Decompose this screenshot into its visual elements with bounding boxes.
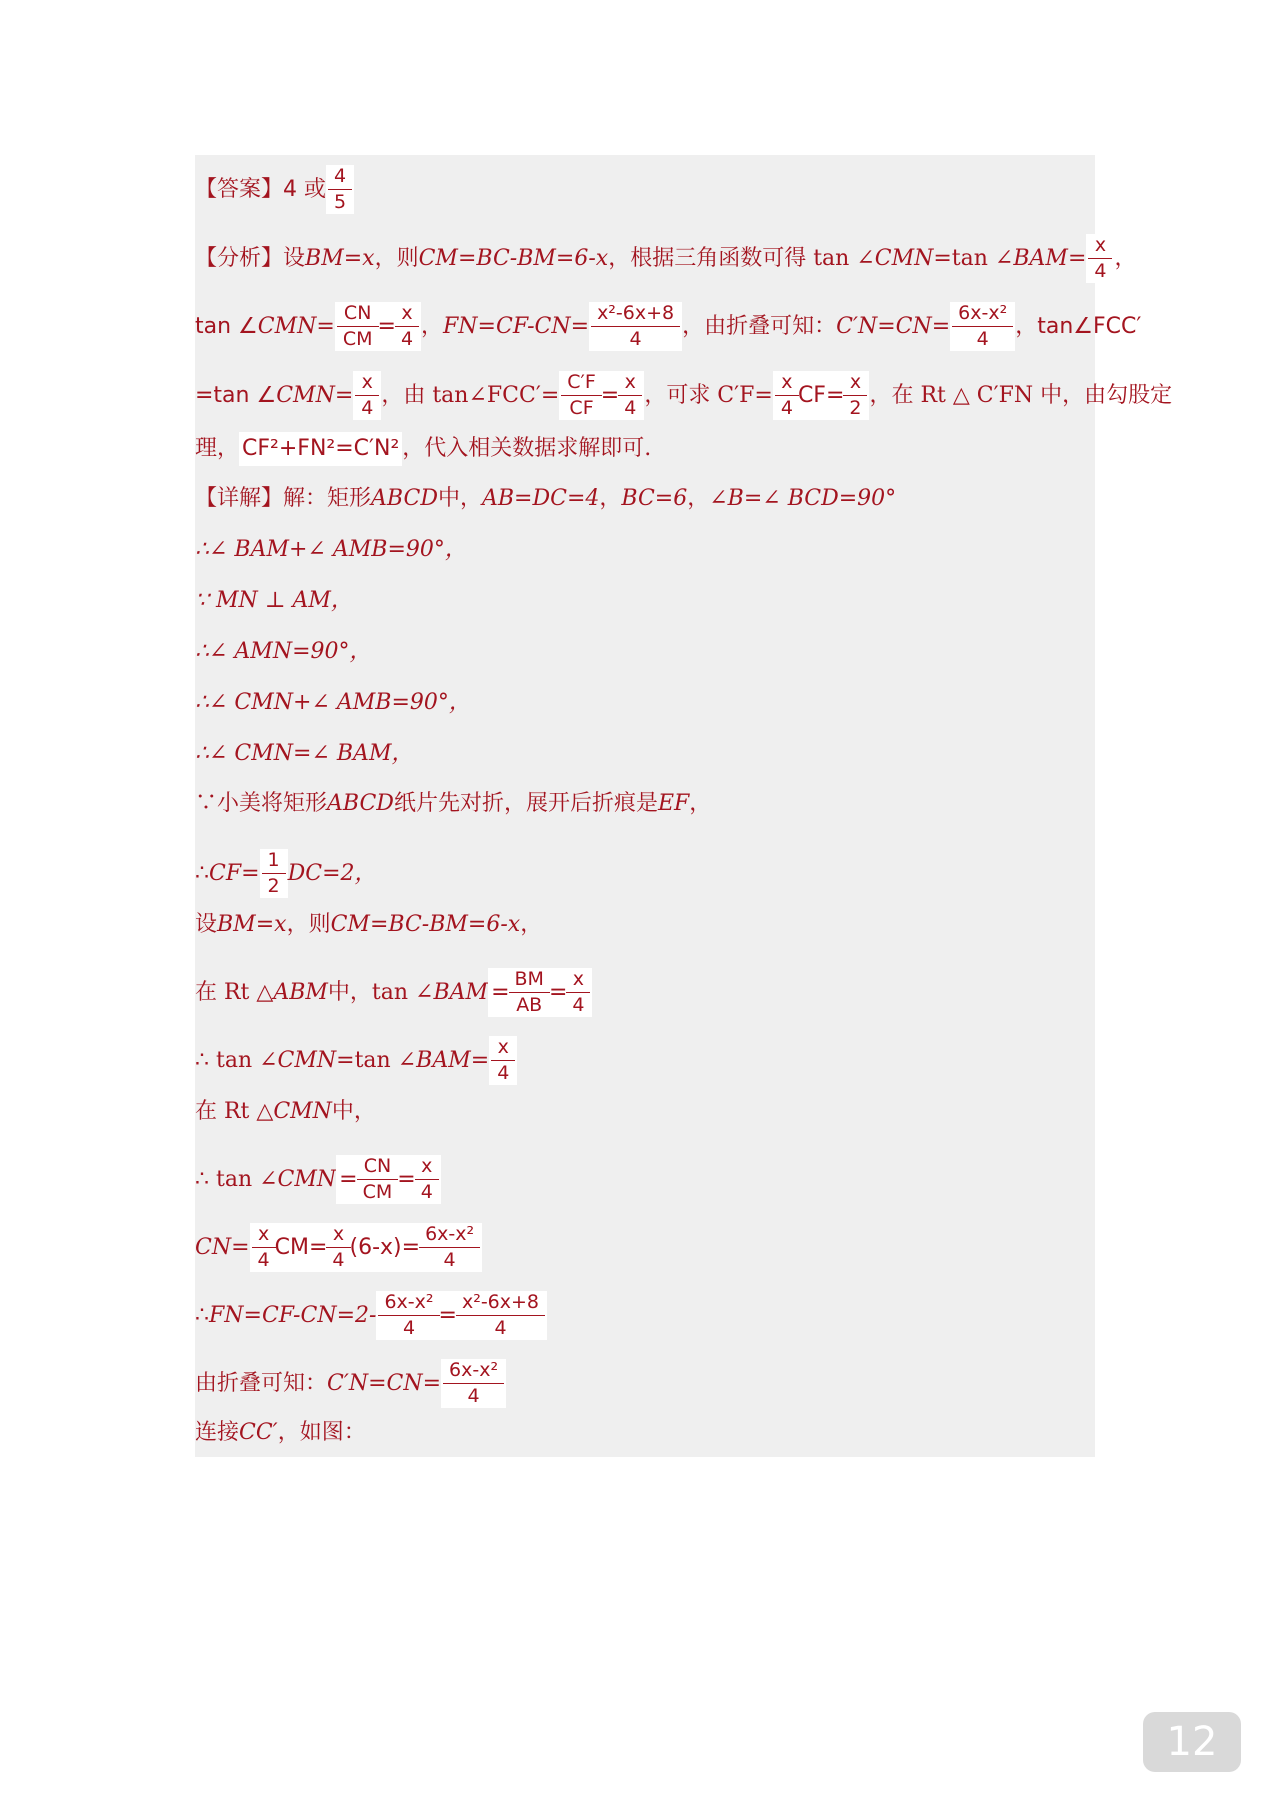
detail-step: ∴∠ AMN=90°，: [195, 639, 372, 664]
formula: CF²+FN²=C′N²: [239, 432, 402, 466]
fraction: $\frac{\text{6x-x²}}{4}$ = $\frac{\text{x²-6x+8}}{4}$: [376, 1291, 547, 1340]
detail-step: 由折叠可知： C′N=CN= $\frac{\text{6x-x²}}{4}$: [195, 1359, 506, 1408]
fraction: $\frac{\text{6x-x²}}{4}$: [441, 1359, 506, 1408]
detail-step: ∴ FN=CF-CN=2- $\frac{\text{6x-x²}}{4}$ = $\frac{\text{x²-6x+8}}{4}$: [195, 1291, 547, 1340]
fraction: $\frac{1}{2}$: [260, 849, 288, 898]
analysis-tag: 【分析】: [195, 245, 284, 271]
detail-line-1: 【详解】 解：矩形 ABCD 中， AB=DC=4 ， BC=6 ，∠ B=∠ BCD=90°: [195, 484, 896, 514]
fraction: $\frac{x}{4}$: [1086, 234, 1114, 283]
analysis-line-2: tan ∠ CMN = $\frac{CN}{CM}$ = $\frac{x}{4}$ ， FN=CF-CN= $\frac{\text{x²-6x+8}}{4}$ ，由折叠可知： C′N=CN= $\frac{\text{6x-x²}}{4}$ ，tan∠FCC′: [195, 302, 1142, 350]
fraction: $\frac{x}{4}$: [353, 371, 381, 420]
detail-step: ∵小美将矩形 ABCD 纸片先对折，展开后折痕是 EF ，: [195, 791, 712, 816]
detail-tag: 【详解】: [195, 486, 284, 511]
fraction: = $\frac{CN}{CM}$ = $\frac{x}{4}$: [336, 1155, 441, 1204]
fraction: $\frac{x}{4}$: [489, 1036, 517, 1085]
analysis-line-1: 【分析】 设 BM=x ，则 CM=BC-BM=6-x ，根据三角函数可得 tan ∠ CMN =tan ∠ BAM = $\frac{x}{4}$ ，: [195, 234, 1137, 282]
fraction: $\frac{\text{6x-x²}}{4}$: [950, 302, 1015, 351]
detail-step: 在 Rt △ CMN 中，: [195, 1099, 376, 1124]
detail-step: ∵ MN ⊥ AM，: [195, 588, 353, 613]
fraction: $\frac{C'F}{CF}$ = $\frac{x}{4}$: [559, 371, 644, 420]
answer-tag: 【答案】: [195, 176, 284, 202]
detail-step: ∴∠ CMN=∠ BAM，: [195, 741, 414, 766]
detail-step: CN= $\frac{x}{4}$ CM= $\frac{x}{4}$ (6-x)= $\frac{\text{6x-x²}}{4}$: [195, 1223, 482, 1272]
page-number: 12: [1166, 1719, 1218, 1765]
fraction: $\frac{x}{4}$ CF= $\frac{x}{2}$: [773, 371, 870, 420]
answer-fraction: $\frac{4}{5}$: [326, 165, 354, 214]
detail-step: 在 Rt △ ABM 中，tan ∠ BAM = $\frac{BM}{AB}$ = $\frac{x}{4}$: [195, 968, 592, 1017]
fraction: $\frac{x}{4}$ CM= $\frac{x}{4}$ (6-x)= $\frac{\text{6x-x²}}{4}$: [250, 1223, 483, 1272]
detail-step: ∴∠ CMN+∠ AMB=90°，: [195, 690, 471, 715]
answer-value: 4 或: [283, 176, 327, 202]
analysis-line-4: 理， CF²+FN²=C′N² ，代入相关数据求解即可.: [195, 432, 651, 466]
analysis-line-3: =tan ∠ CMN = $\frac{x}{4}$ ，由 tan∠FCC′= $\frac{C'F}{CF}$ = $\frac{x}{4}$ ，可求 C′F= $\frac{x}{4}$ CF= $\frac{x}{2}$ ，在 Rt △ C′FN 中，由勾股定: [195, 371, 1173, 419]
detail-step: ∴ tan ∠ CMN = $\frac{CN}{CM}$ = $\frac{x}{4}$: [195, 1155, 441, 1204]
detail-step: ∴ CF= $\frac{1}{2}$ DC=2，: [195, 849, 377, 897]
detail-step: 设 BM=x ，则 CM=BC-BM=6-x ，: [195, 912, 543, 937]
page-number-badge: [1143, 1712, 1241, 1772]
detail-step: ∴ tan ∠ CMN =tan ∠ BAM = $\frac{x}{4}$: [195, 1036, 517, 1085]
fraction: $\frac{CN}{CM}$ = $\frac{x}{4}$: [335, 302, 421, 351]
detail-step: ∴∠ BAM+∠ AMB=90°，: [195, 537, 467, 562]
fraction: $\frac{\text{x²-6x+8}}{4}$: [589, 302, 682, 351]
fraction: = $\frac{BM}{AB}$ = $\frac{x}{4}$: [488, 968, 592, 1017]
answer-line: [195, 165, 354, 214]
detail-step: 连接 CC′ ，如图：: [195, 1420, 366, 1445]
